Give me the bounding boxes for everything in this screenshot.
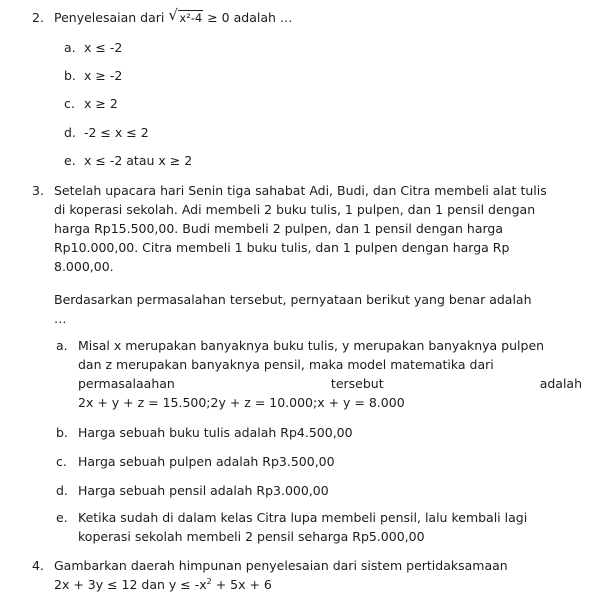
q3-option-e: e. Ketika sudah di dalam kelas Citra lupa membeli pensil, lalu kembali lagi koperasi sekolah membeli 2 pensil seharga Rp5.000,00	[56, 510, 528, 544]
q3-option-a: a. Misal x merupakan banyaknya buku tulis, y merupakan banyaknya pulpen dan z merupakan banyaknya pensil, maka model matematika dari permasalaahan tersebut adalah 2x + y + z = 15.500;2y + z = 10.000;x + y = 8.000	[56, 338, 582, 410]
q2-option-e: e. x ≤ -2 atau x ≥ 2	[64, 153, 193, 168]
q3-option-d: d. Harga sebuah pensil adalah Rp3.000,00	[56, 483, 329, 498]
q2-prefix: Penyelesaian dari	[54, 10, 165, 25]
q3-question: Berdasarkan permasalahan tersebut, pernyataan berikut yang benar adalah …	[54, 292, 532, 326]
q3-option-c: c. Harga sebuah pulpen adalah Rp3.500,00	[56, 454, 335, 469]
q2-option-a: a. x ≤ -2	[64, 40, 123, 55]
q2-stem	[54, 8, 582, 28]
q2-suffix: ≥ 0 adalah …	[207, 10, 293, 25]
q2-option-b: b. x ≥ -2	[64, 68, 123, 83]
sqrt-radicand: x²-4	[179, 11, 203, 25]
q2-option-c: c. x ≥ 2	[64, 96, 118, 111]
q3-number: 3.	[32, 183, 44, 198]
sqrt-expression	[168, 8, 203, 28]
q4-stem: Gambarkan daerah himpunan penyelesaian dari sistem pertidaksamaan 2x + 3y ≤ 12 dan $y \le -x^2 + 5x + 6$	[54, 558, 508, 592]
q2-option-d: d. -2 ≤ x ≤ 2	[64, 125, 149, 140]
sqrt-symbol: √	[168, 6, 178, 24]
q4-number: 4.	[32, 558, 44, 573]
q3-equation: 2x + y + z = 15.500;2y + z = 10.000;x + y = 8.000	[78, 395, 405, 410]
q3-stem: Setelah upacara hari Senin tiga sahabat Adi, Budi, dan Citra membeli alat tulis di koperasi sekolah. Adi membeli 2 buku tulis, 1 pulpen, dan 1 pensil dengan harga Rp15.500,00. Budi membeli 2 pulpen, dan 1 pensil dengan harga Rp10.000,00. Citra membeli 1 buku tulis, dan 1 pulpen dengan harga Rp 8.000,00.	[54, 183, 547, 274]
q2-number: 2.	[32, 10, 44, 25]
q3-option-b: b. Harga sebuah buku tulis adalah Rp4.500,00	[56, 425, 353, 440]
